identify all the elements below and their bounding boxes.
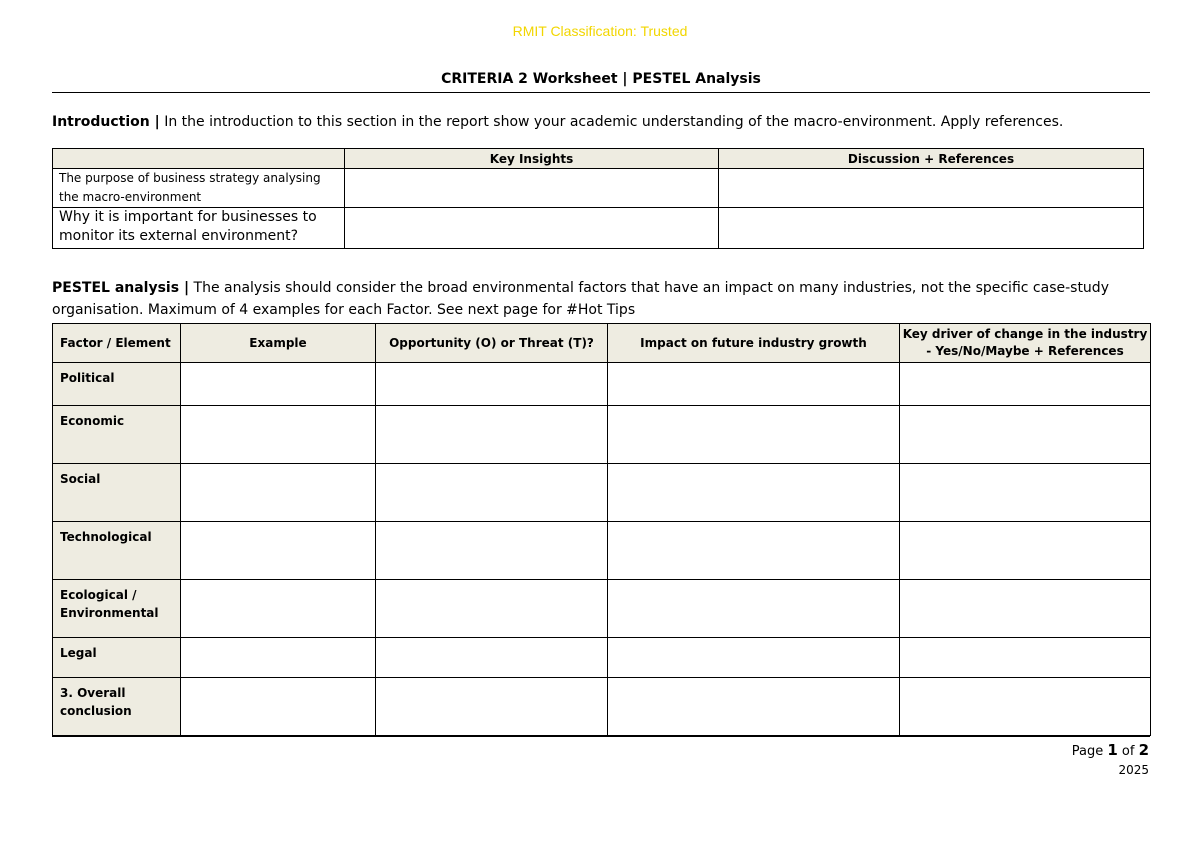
factor-economic: Economic	[53, 406, 181, 464]
table-row	[53, 638, 1151, 678]
factor-legal: Legal	[53, 638, 181, 678]
input-cell[interactable]	[900, 406, 1151, 464]
table-row	[53, 522, 1151, 580]
intro-row-label: Why it is important for businesses to monitor its external environment?	[53, 208, 345, 249]
intro-table-header-row	[53, 149, 1144, 169]
table-row	[53, 169, 1144, 208]
input-cell[interactable]	[608, 678, 900, 736]
pestel-paragraph	[52, 277, 1150, 321]
factor-technological: Technological	[53, 522, 181, 580]
page-current: 1	[1107, 741, 1118, 759]
footer-year: 2025	[1118, 763, 1149, 777]
input-cell[interactable]	[608, 580, 900, 638]
introduction-paragraph	[52, 113, 1150, 131]
input-cell[interactable]	[900, 464, 1151, 522]
introduction-label: Introduction |	[52, 114, 160, 130]
input-cell[interactable]	[900, 678, 1151, 736]
introduction-text: In the introduction to this section in the report show your academic understanding of the macro-environment. Apply references.	[159, 114, 1064, 130]
page-total: 2	[1138, 741, 1149, 759]
input-cell[interactable]	[345, 169, 719, 208]
classification-label: RMIT Classification: Trusted	[512, 23, 688, 39]
page-of: of	[1117, 744, 1139, 759]
header-impact: Impact on future industry growth	[608, 324, 900, 363]
pestel-label: PESTEL analysis |	[52, 280, 190, 296]
intro-header-blank	[53, 149, 345, 169]
intro-table	[52, 148, 1144, 249]
table-row	[53, 363, 1151, 406]
input-cell[interactable]	[376, 406, 608, 464]
input-cell[interactable]	[181, 363, 376, 406]
page-title: CRITERIA 2 Worksheet | PESTEL Analysis	[441, 71, 761, 87]
input-cell[interactable]	[608, 406, 900, 464]
factor-ecological: Ecological / Environmental	[53, 580, 181, 638]
input-cell[interactable]	[719, 169, 1144, 208]
header-factor: Factor / Element	[53, 324, 181, 363]
pestel-text: The analysis should consider the broad environmental factors that have an impact on many industries, not the specific case-study organisation. Maximum of 4 examples for each Factor. See next page for #Hot Tips	[52, 280, 1109, 318]
pestel-table	[52, 323, 1151, 736]
input-cell[interactable]	[181, 522, 376, 580]
input-cell[interactable]	[376, 464, 608, 522]
intro-row-label: The purpose of business strategy analysing the macro-environment	[53, 169, 345, 208]
footer-divider	[52, 736, 1150, 737]
input-cell[interactable]	[608, 464, 900, 522]
title-divider	[52, 92, 1150, 93]
input-cell[interactable]	[719, 208, 1144, 249]
input-cell[interactable]	[181, 464, 376, 522]
input-cell[interactable]	[900, 638, 1151, 678]
input-cell[interactable]	[181, 638, 376, 678]
input-cell[interactable]	[900, 580, 1151, 638]
factor-political: Political	[53, 363, 181, 406]
pestel-header-row	[53, 324, 1151, 363]
intro-header-discussion: Discussion + References	[719, 149, 1144, 169]
intro-header-key-insights: Key Insights	[345, 149, 719, 169]
input-cell[interactable]	[376, 678, 608, 736]
page-number	[1072, 741, 1149, 759]
header-opportunity-threat: Opportunity (O) or Threat (T)?	[376, 324, 608, 363]
table-row	[53, 406, 1151, 464]
input-cell[interactable]	[900, 522, 1151, 580]
input-cell[interactable]	[608, 638, 900, 678]
header-example: Example	[181, 324, 376, 363]
input-cell[interactable]	[181, 406, 376, 464]
input-cell[interactable]	[608, 522, 900, 580]
input-cell[interactable]	[181, 678, 376, 736]
factor-social: Social	[53, 464, 181, 522]
input-cell[interactable]	[376, 522, 608, 580]
table-row	[53, 580, 1151, 638]
table-row	[53, 464, 1151, 522]
header-key-driver: Key driver of change in the industry - Yes/No/Maybe + References	[900, 324, 1151, 363]
factor-overall-conclusion: 3. Overall conclusion	[53, 678, 181, 736]
input-cell[interactable]	[608, 363, 900, 406]
input-cell[interactable]	[376, 580, 608, 638]
page-prefix: Page	[1071, 744, 1108, 759]
input-cell[interactable]	[181, 580, 376, 638]
table-row	[53, 208, 1144, 249]
input-cell[interactable]	[900, 363, 1151, 406]
input-cell[interactable]	[345, 208, 719, 249]
table-row	[53, 678, 1151, 736]
input-cell[interactable]	[376, 638, 608, 678]
input-cell[interactable]	[376, 363, 608, 406]
